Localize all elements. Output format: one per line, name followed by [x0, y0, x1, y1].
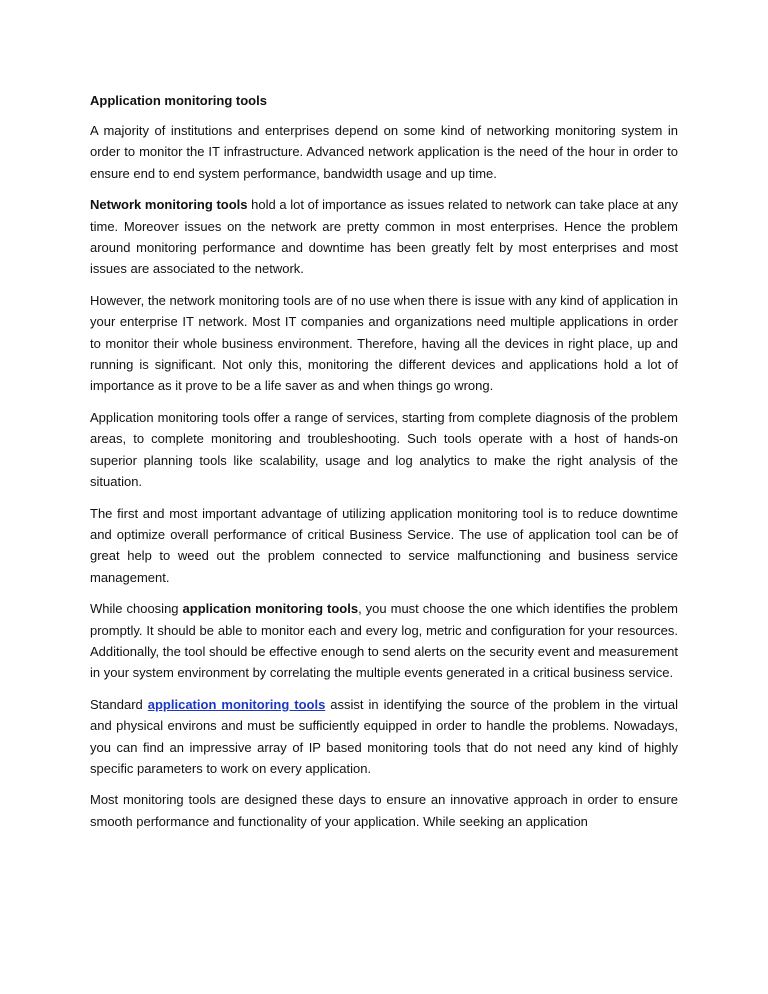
paragraph-2: [90, 194, 678, 280]
application-monitoring-tools-bold: application monitoring tools: [182, 601, 359, 617]
paragraph-1: A majority of institutions and enterprises depend on some kind of networking monitoring system in order to monitor the IT infrastructure. Advanced network application is the need of the hour in order to ensure end to end system performance, bandwidth usage and up time.: [90, 123, 678, 181]
paragraph-5: The first and most important advantage of utilizing application monitoring tool is to reduce downtime and optimize overall performance of critical Business Service. The use of application tool can be of great help to weed out the problem connected to service malfunctioning and business service management.: [90, 505, 678, 585]
paragraph-7: [90, 694, 678, 780]
application-monitoring-tools-link[interactable]: application monitoring tools: [147, 696, 326, 712]
paragraph-6-start: While choosing: [90, 601, 183, 617]
paragraph-7-text: assist in identifying the source of the problem in the virtual and physical environs and must be sufficiently equipped in order to handle the problems. Nowadays, you can find an impressive array of IP based monitoring tools that do not need any kind of highly specific parameters to work on every application.: [90, 696, 678, 776]
paragraph-8: Most monitoring tools are designed these days to ensure an innovative approach in order to ensure smooth performance and functionality of your application. While seeking an application: [90, 792, 678, 829]
document-title: Application monitoring tools: [90, 93, 267, 108]
paragraph-6-text: , you must choose the one which identifies the problem promptly. It should be able to monitor each and every log, metric and configuration for your resources. Additionally, the tool should be effective enough to send alerts on the security event and measurement in your system environment by correlating the multiple events generated in a critical business service.: [90, 601, 678, 681]
document-page: [90, 90, 678, 842]
paragraph-4: Application monitoring tools offer a range of services, starting from complete diagnosis of the problem areas, to complete monitoring and troubleshooting. Such tools operate with a host of hands-on superior planning tools like scalability, usage and log analytics to make the right analysis of the situation.: [90, 409, 678, 490]
paragraph-6: [90, 598, 678, 684]
paragraph-2-text: hold a lot of importance as issues related to network can take place at any time. Moreover issues on the network are pretty common in most enterprises. Hence the problem around monitoring performance and downtime has been greatly felt by most enterprises and most issues are associated to the network.: [90, 197, 678, 277]
network-monitoring-tools-bold: Network monitoring tools: [90, 197, 248, 213]
paragraph-3: However, the network monitoring tools are of no use when there is issue with any kind of application in your enterprise IT network. Most IT companies and organizations need multiple applications in order to monitor their whole business environment. Therefore, having all the devices in right place, up and running is significant. Not only this, monitoring the different devices and applications hold a lot of importance as it prove to be a life saver as and when things go wrong.: [90, 292, 678, 394]
paragraph-7-start: Standard: [90, 696, 148, 712]
